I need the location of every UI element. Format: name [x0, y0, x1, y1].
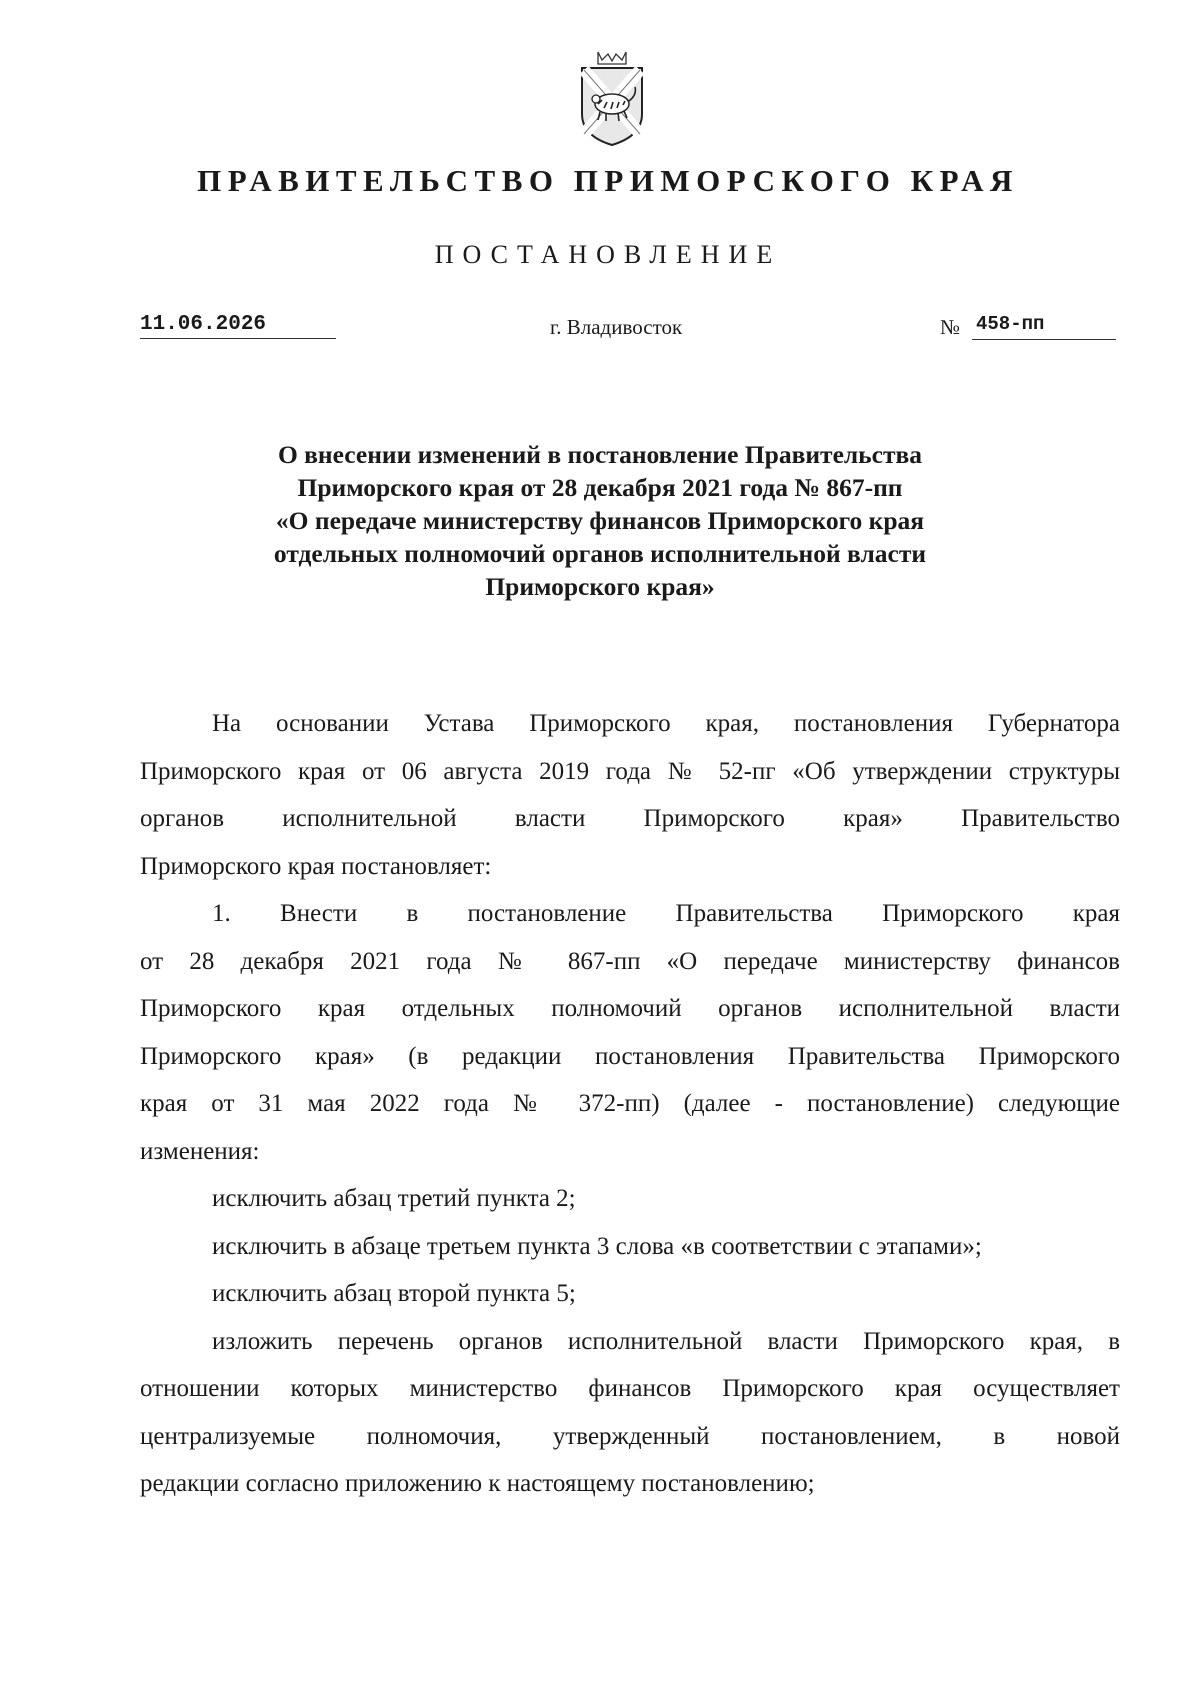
paragraph-change-3: [140, 1270, 1120, 1318]
paragraph-item-1: [140, 890, 1120, 1175]
title-line: «О передаче министерству финансов Приморского края: [275, 506, 925, 535]
document-body: [140, 700, 1120, 1508]
organization-name: ПРАВИТЕЛЬСТВО ПРИМОРСКОГО КРАЯ: [197, 163, 1019, 198]
text-line: исключить в абзаце третьем пункта 3 слова «в соответствии с этапами»;: [212, 1232, 982, 1260]
text-line: отношении которых министерство финансов Приморского края осуществляет: [140, 1375, 1120, 1402]
paragraph-change-4: [140, 1318, 1120, 1508]
number-sign: №: [940, 315, 961, 339]
text-line: Приморского края отдельных полномочий органов исполнительной власти: [140, 995, 1120, 1022]
paragraph-change-2: [140, 1223, 1120, 1271]
text-line: от 28 декабря 2021 года № 867-пп «О передаче министерству финансов: [140, 947, 1120, 975]
text-line: изменения:: [140, 1137, 260, 1165]
title-line: отдельных полномочий органов исполнительной власти: [273, 539, 927, 568]
text-line: На основании Устава Приморского края, постановления Губернатора: [212, 710, 1120, 737]
text-line: редакции согласно приложению к настоящему постановлению;: [140, 1470, 815, 1497]
document-title: [180, 438, 1020, 603]
title-line: Приморского края»: [485, 572, 715, 601]
text-line: края от 31 мая 2022 года № 372-пп) (далее - постановление) следующие: [140, 1090, 1120, 1117]
title-line: Приморского края от 28 декабря 2021 года № 867-пп: [297, 473, 903, 502]
text-line: исключить абзац второй пункта 5;: [212, 1280, 576, 1307]
text-line: Приморского края» (в редакции постановления Правительства Приморского: [140, 1042, 1120, 1070]
title-line: О внесении изменений в постановление Правительства: [277, 440, 923, 469]
text-line: изложить перечень органов исполнительной власти Приморского края, в: [212, 1327, 1120, 1355]
text-line: Приморского края постановляет:: [140, 852, 492, 880]
paragraph-change-1: [140, 1175, 1120, 1223]
document-date: 11.06.2026: [140, 313, 336, 339]
document-meta: [0, 313, 1200, 353]
coat-of-arms-icon: [578, 48, 646, 148]
document-type: ПОСТАНОВЛЕНИЕ: [434, 240, 782, 269]
text-line: 1. Внести в постановление Правительства Приморского края: [212, 900, 1120, 927]
text-line: органов исполнительной власти Приморского края» Правительство: [140, 805, 1120, 832]
text-line: централизуемые полномочия, утвержденный постановлением, в новой: [140, 1422, 1120, 1450]
text-line: Приморского края от 06 августа 2019 года № 52-пг «Об утверждении структуры: [140, 757, 1120, 785]
document-number: 458-пп: [972, 313, 1116, 340]
text-line: исключить абзац третий пункта 2;: [212, 1185, 576, 1212]
paragraph-basis: [140, 700, 1120, 890]
document-city: г. Владивосток: [550, 315, 683, 339]
